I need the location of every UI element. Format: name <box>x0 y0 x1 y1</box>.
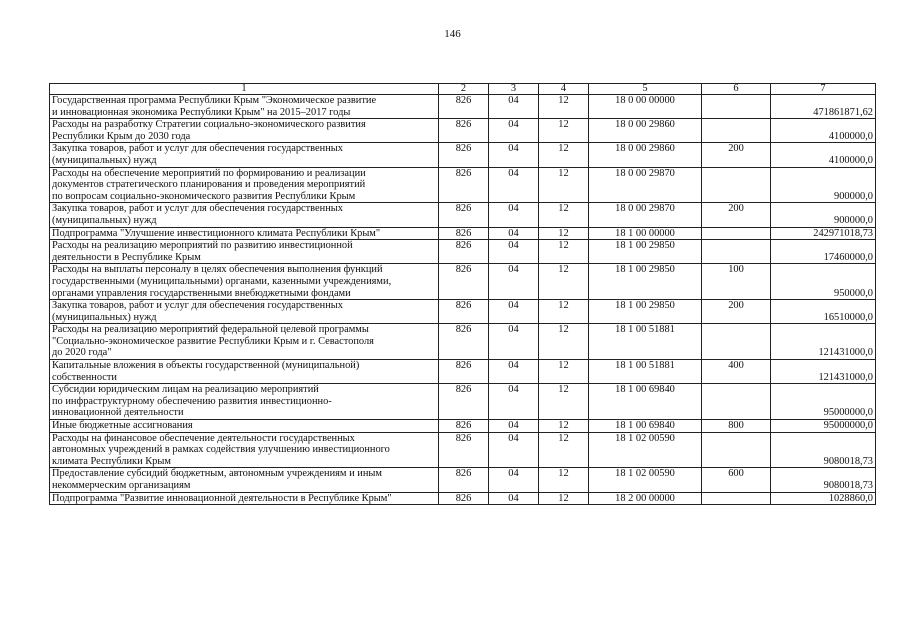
row-description <box>50 119 439 143</box>
header-cell: 2 <box>439 84 489 95</box>
section-code: 04 <box>489 227 539 240</box>
section-code: 04 <box>489 167 539 203</box>
subsection-code: 12 <box>539 119 589 143</box>
ministry-code: 826 <box>439 203 489 227</box>
subsection-code: 12 <box>539 324 589 360</box>
ministry-code: 826 <box>439 468 489 492</box>
ministry-code: 826 <box>439 264 489 300</box>
subsection-code: 12 <box>539 240 589 264</box>
description-line: инновационной деятельности <box>52 407 184 419</box>
description-line: Расходы на финансовое обеспечение деятельности государственных <box>52 432 355 444</box>
subsection-code: 12 <box>539 264 589 300</box>
expense-type-code <box>702 227 771 240</box>
section-code: 04 <box>489 468 539 492</box>
ministry-code: 826 <box>439 227 489 240</box>
expense-type-code <box>702 167 771 203</box>
subsection-code: 12 <box>539 420 589 433</box>
table-row <box>50 492 876 505</box>
section-code: 04 <box>489 420 539 433</box>
subsection-code: 12 <box>539 167 589 203</box>
expense-type-code: 200 <box>702 300 771 324</box>
subsection-code: 12 <box>539 360 589 384</box>
ministry-code: 826 <box>439 360 489 384</box>
target-article-code: 18 1 02 00590 <box>589 432 702 468</box>
row-description <box>50 492 439 505</box>
description-line: Закупка товаров, работ и услуг для обеспечения государственных <box>52 143 343 155</box>
table-row <box>50 119 876 143</box>
description-line: Расходы на разработку Стратегии социально-экономического развития <box>52 119 366 131</box>
target-article-code: 18 0 00 29870 <box>589 167 702 203</box>
description-line: Расходы на реализацию мероприятий по развитию инвестиционной <box>52 240 353 252</box>
section-code: 04 <box>489 324 539 360</box>
table-header-row <box>50 84 876 95</box>
description-line: климата Республики Крым <box>52 455 171 467</box>
section-code: 04 <box>489 119 539 143</box>
expense-type-code: 100 <box>702 264 771 300</box>
row-description <box>50 360 439 384</box>
table-row <box>50 468 876 492</box>
table-row <box>50 227 876 240</box>
description-line: Государственная программа Республики Крым "Экономическое развитие <box>52 95 377 106</box>
description-line: до 2020 года" <box>52 347 112 359</box>
amount-value: 121431000,0 <box>771 360 876 384</box>
ministry-code: 826 <box>439 324 489 360</box>
table-row <box>50 384 876 420</box>
description-line: и инновационная экономика Республики Крым" на 2015–2017 годы <box>52 106 351 118</box>
table-row <box>50 240 876 264</box>
target-article-code: 18 0 00 29870 <box>589 203 702 227</box>
row-description <box>50 227 439 240</box>
description-line: Расходы на реализацию мероприятий федеральной целевой программы <box>52 324 369 336</box>
amount-value: 4100000,0 <box>771 143 876 167</box>
expense-type-code <box>702 119 771 143</box>
description-line: Подпрограмма "Развитие инновационной деятельности в Республике Крым" <box>52 492 392 504</box>
amount-value: 95000000,0 <box>771 420 876 433</box>
amount-value: 4100000,0 <box>771 119 876 143</box>
row-description <box>50 167 439 203</box>
section-code: 04 <box>489 432 539 468</box>
amount-value: 17460000,0 <box>771 240 876 264</box>
amount-value: 242971018,73 <box>771 227 876 240</box>
target-article-code: 18 1 00 51881 <box>589 324 702 360</box>
table-row <box>50 360 876 384</box>
amount-value: 950000,0 <box>771 264 876 300</box>
expense-type-code <box>702 240 771 264</box>
ministry-code: 826 <box>439 384 489 420</box>
amount-value: 1028860,0 <box>771 492 876 505</box>
section-code: 04 <box>489 95 539 119</box>
table-row <box>50 432 876 468</box>
description-line: Закупка товаров, работ и услуг для обеспечения государственных <box>52 300 343 312</box>
expense-type-code: 200 <box>702 203 771 227</box>
description-line: Закупка товаров, работ и услуг для обеспечения государственных <box>52 203 343 215</box>
subsection-code: 12 <box>539 492 589 505</box>
table-row <box>50 420 876 433</box>
description-line: (муниципальных) нужд <box>52 154 157 166</box>
description-line: (муниципальных) нужд <box>52 311 157 323</box>
target-article-code: 18 1 00 29850 <box>589 240 702 264</box>
expense-type-code: 800 <box>702 420 771 433</box>
ministry-code: 826 <box>439 143 489 167</box>
row-description <box>50 143 439 167</box>
subsection-code: 12 <box>539 227 589 240</box>
amount-value: 9080018,73 <box>771 468 876 492</box>
description-line: государственными (муниципальными) органами, казенными учреждениями, <box>52 275 392 287</box>
section-code: 04 <box>489 143 539 167</box>
target-article-code: 18 1 00 69840 <box>589 420 702 433</box>
amount-value: 471861871,62 <box>771 95 876 119</box>
row-description <box>50 468 439 492</box>
page-number: 146 <box>444 28 461 40</box>
description-line: "Социально-экономическое развитие Республики Крым и г. Севастополя <box>52 335 374 347</box>
description-line: Предоставление субсидий бюджетным, автономным учреждениям и иным <box>52 468 382 480</box>
table-row <box>50 143 876 167</box>
description-line: Подпрограмма "Улучшение инвестиционного климата Республики Крым" <box>52 227 381 239</box>
description-line: (муниципальных) нужд <box>52 214 157 226</box>
subsection-code: 12 <box>539 203 589 227</box>
target-article-code: 18 1 00 69840 <box>589 384 702 420</box>
ministry-code: 826 <box>439 492 489 505</box>
target-article-code: 18 1 02 00590 <box>589 468 702 492</box>
target-article-code: 18 2 00 00000 <box>589 492 702 505</box>
row-description <box>50 324 439 360</box>
expense-type-code: 200 <box>702 143 771 167</box>
ministry-code: 826 <box>439 119 489 143</box>
row-description <box>50 420 439 433</box>
target-article-code: 18 0 00 29860 <box>589 143 702 167</box>
subsection-code: 12 <box>539 95 589 119</box>
expense-type-code <box>702 384 771 420</box>
row-description <box>50 300 439 324</box>
section-code: 04 <box>489 203 539 227</box>
row-description <box>50 384 439 420</box>
amount-value: 16510000,0 <box>771 300 876 324</box>
section-code: 04 <box>489 300 539 324</box>
ministry-code: 826 <box>439 432 489 468</box>
description-line: автономных учреждений в рамках содействия улучшению инвестиционного <box>52 444 390 456</box>
target-article-code: 18 1 00 00000 <box>589 227 702 240</box>
target-article-code: 18 1 00 51881 <box>589 360 702 384</box>
description-line: некоммерческим организациям <box>52 480 191 491</box>
amount-value: 9080018,73 <box>771 432 876 468</box>
table-row <box>50 300 876 324</box>
row-description <box>50 203 439 227</box>
subsection-code: 12 <box>539 468 589 492</box>
description-line: Республики Крым до 2030 года <box>52 130 191 142</box>
header-cell: 4 <box>539 84 589 95</box>
amount-value: 900000,0 <box>771 203 876 227</box>
target-article-code: 18 1 00 29850 <box>589 300 702 324</box>
row-description <box>50 240 439 264</box>
section-code: 04 <box>489 240 539 264</box>
description-line: Субсидии юридическим лицам на реализацию мероприятий <box>52 384 319 396</box>
expense-type-code: 400 <box>702 360 771 384</box>
description-line: органами управления государственными внебюджетными фондами <box>52 287 351 299</box>
expense-type-code <box>702 95 771 119</box>
target-article-code: 18 0 00 00000 <box>589 95 702 119</box>
header-cell: 7 <box>771 84 876 95</box>
amount-value: 121431000,0 <box>771 324 876 360</box>
expense-type-code <box>702 324 771 360</box>
subsection-code: 12 <box>539 143 589 167</box>
budget-table <box>49 83 876 505</box>
ministry-code: 826 <box>439 95 489 119</box>
description-line: Капитальные вложения в объекты государственной (муниципальной) <box>52 360 360 372</box>
ministry-code: 826 <box>439 240 489 264</box>
description-line: документов стратегического планирования и проведения мероприятий <box>52 179 366 191</box>
description-line: Иные бюджетные ассигнования <box>52 420 193 432</box>
description-line: Расходы на обеспечение мероприятий по формированию и реализации <box>52 167 366 179</box>
ministry-code: 826 <box>439 300 489 324</box>
table-row <box>50 95 876 119</box>
header-cell: 6 <box>702 84 771 95</box>
description-line: деятельности в Республике Крым <box>52 251 201 263</box>
section-code: 04 <box>489 264 539 300</box>
section-code: 04 <box>489 360 539 384</box>
expense-type-code <box>702 492 771 505</box>
table-row <box>50 167 876 203</box>
table-row <box>50 324 876 360</box>
section-code: 04 <box>489 384 539 420</box>
expense-type-code: 600 <box>702 468 771 492</box>
header-cell: 5 <box>589 84 702 95</box>
row-description <box>50 432 439 468</box>
description-line: по вопросам социально-экономического развития Республики Крым <box>52 190 356 202</box>
header-cell: 3 <box>489 84 539 95</box>
description-line: по инфраструктурному обеспечению развития инвестиционно- <box>52 395 332 407</box>
description-line: собственности <box>52 371 117 383</box>
ministry-code: 826 <box>439 167 489 203</box>
table-row <box>50 264 876 300</box>
row-description <box>50 95 439 119</box>
target-article-code: 18 1 00 29850 <box>589 264 702 300</box>
description-line: Расходы на выплаты персоналу в целях обеспечения выполнения функций <box>52 264 383 276</box>
row-description <box>50 264 439 300</box>
header-cell: 1 <box>50 84 439 95</box>
section-code: 04 <box>489 492 539 505</box>
subsection-code: 12 <box>539 300 589 324</box>
subsection-code: 12 <box>539 432 589 468</box>
ministry-code: 826 <box>439 420 489 433</box>
amount-value: 900000,0 <box>771 167 876 203</box>
amount-value: 95000000,0 <box>771 384 876 420</box>
expense-type-code <box>702 432 771 468</box>
table-row <box>50 203 876 227</box>
target-article-code: 18 0 00 29860 <box>589 119 702 143</box>
subsection-code: 12 <box>539 384 589 420</box>
